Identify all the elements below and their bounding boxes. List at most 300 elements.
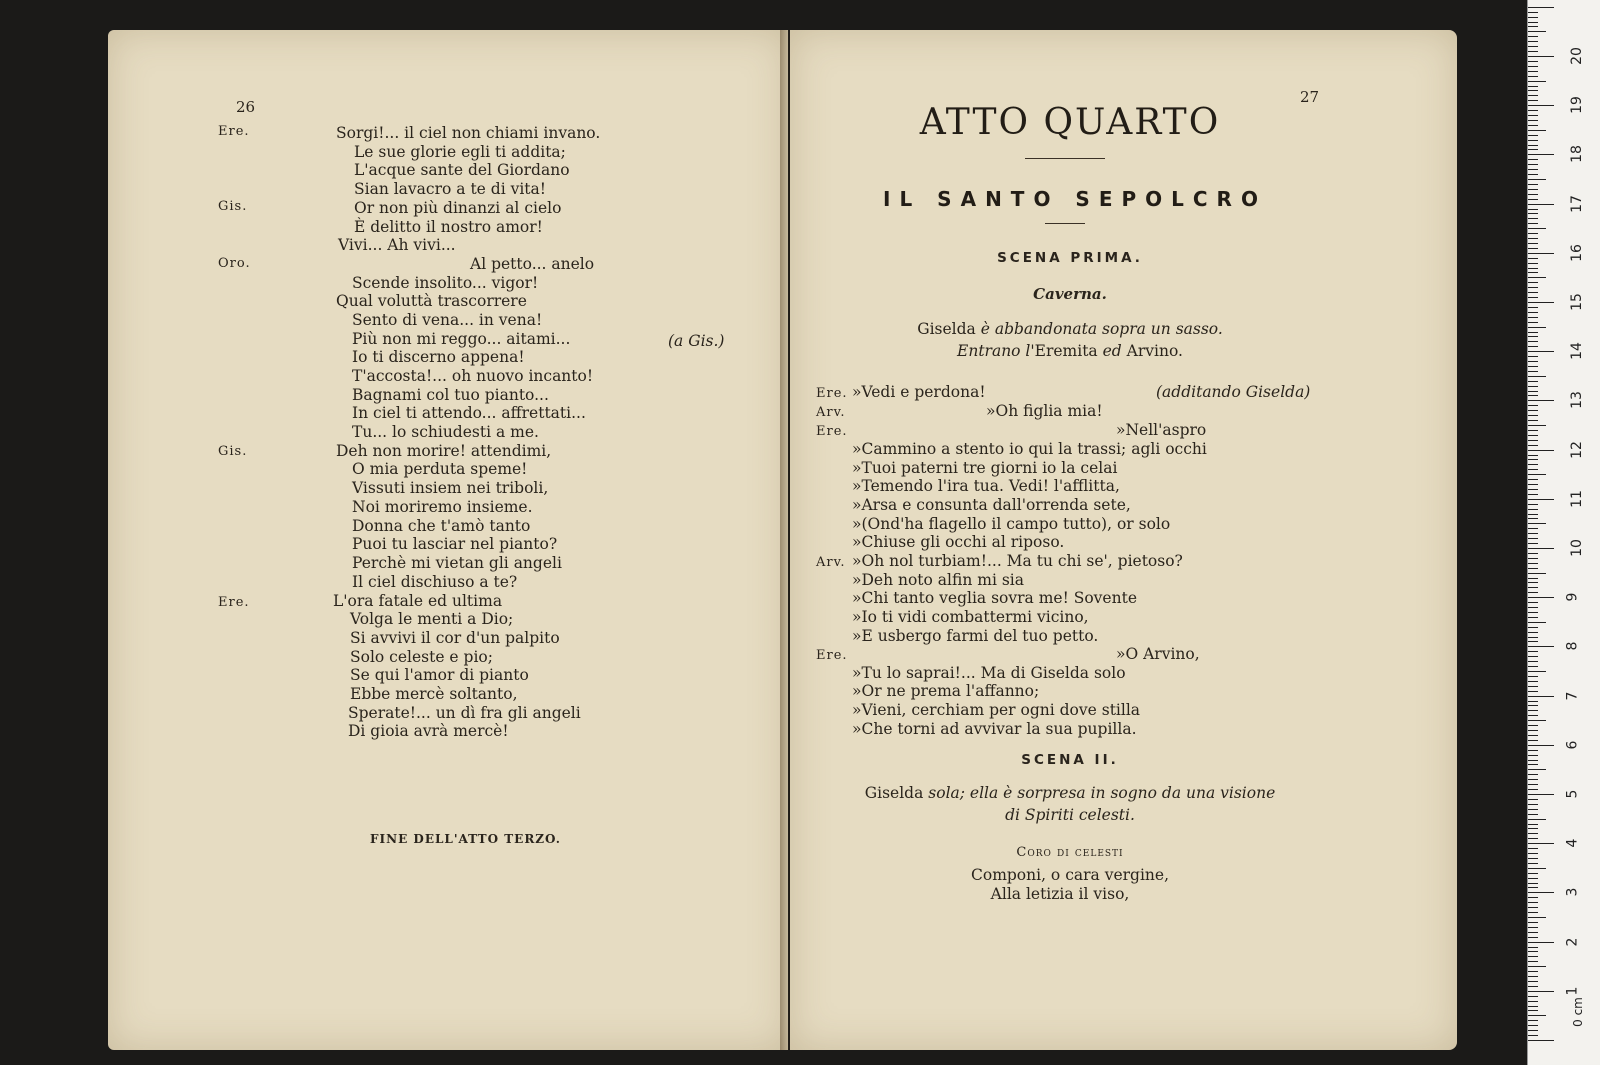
ruler-tick	[1528, 514, 1538, 515]
ruler-tick	[1528, 268, 1538, 269]
ruler-tick	[1528, 46, 1538, 47]
ruler-tick	[1528, 450, 1554, 451]
verse-line: Le sue glorie egli ti addita;	[354, 143, 566, 161]
dialogue-line: »Io ti vidi combattermi vicino,	[852, 608, 1089, 626]
ruler-tick	[1528, 956, 1538, 957]
verse-line: Volga le menti a Dio;	[350, 610, 514, 628]
ruler-tick	[1528, 824, 1538, 825]
ruler-tick	[1528, 415, 1538, 416]
ruler-tick	[1528, 784, 1538, 785]
verse-line: Vivi... Ah vivi...	[338, 236, 456, 254]
ruler-tick	[1528, 745, 1554, 746]
ruler-tick	[1528, 902, 1538, 903]
ruler-tick	[1528, 494, 1538, 495]
ruler-tick	[1528, 159, 1538, 160]
ruler-tick	[1528, 646, 1554, 647]
ruler-tick	[1528, 750, 1538, 751]
dialogue-line: »Deh noto alfin mi sia	[852, 571, 1024, 589]
speaker-label: Ere.	[816, 648, 848, 663]
ruler-tick	[1528, 863, 1538, 864]
ruler-tick	[1528, 253, 1554, 254]
ruler-number: 14	[1568, 342, 1585, 361]
measurement-ruler	[1527, 0, 1600, 1065]
ruler-number: 3	[1564, 887, 1581, 897]
stage-direction-scene2	[790, 784, 1350, 802]
ruler-tick	[1528, 966, 1546, 967]
ruler-tick	[1528, 779, 1538, 780]
chorus-line: Componi, o cara vergine,	[971, 866, 1169, 884]
ruler-tick	[1528, 538, 1538, 539]
ruler-tick	[1528, 361, 1538, 362]
ruler-tick	[1528, 612, 1538, 613]
ruler-tick	[1528, 838, 1538, 839]
ruler-number: 13	[1568, 391, 1585, 410]
verse-line: Donna che t'amò tanto	[352, 517, 531, 535]
ruler-tick	[1528, 760, 1538, 761]
ruler-tick	[1528, 209, 1538, 210]
ruler-tick	[1528, 961, 1538, 962]
ruler-tick	[1528, 951, 1538, 952]
ruler-tick	[1528, 947, 1538, 948]
ruler-tick	[1528, 735, 1538, 736]
ruler-tick	[1528, 130, 1546, 131]
ruler-tick	[1528, 31, 1546, 32]
ruler-tick	[1528, 351, 1554, 352]
ruler-number: 11	[1568, 489, 1585, 508]
ruler-tick	[1528, 140, 1538, 141]
ruler-tick	[1528, 976, 1538, 977]
ruler-tick	[1528, 405, 1538, 406]
ruler-tick	[1528, 499, 1554, 500]
ruler-tick	[1528, 332, 1538, 333]
ruler-tick	[1528, 149, 1538, 150]
ruler-tick	[1528, 272, 1538, 273]
stage-direction: (additando Giselda)	[1156, 383, 1311, 401]
ruler-tick	[1528, 587, 1538, 588]
ruler-tick	[1528, 66, 1538, 67]
ruler-tick	[1528, 873, 1538, 874]
left-page	[108, 30, 788, 1050]
verse-line: Di gioia avrà mercè!	[348, 722, 509, 740]
ruler-tick	[1528, 61, 1538, 62]
ruler-tick	[1528, 430, 1538, 431]
ruler-tick	[1528, 41, 1538, 42]
ruler-tick	[1528, 996, 1538, 997]
ruler-tick	[1528, 568, 1538, 569]
ruler-tick	[1528, 356, 1538, 357]
ruler-tick	[1528, 400, 1554, 401]
ruler-tick	[1528, 907, 1538, 908]
verse-line: Vissuti insiem nei triboli,	[352, 479, 549, 497]
ruler-tick	[1528, 125, 1538, 126]
ruler-tick	[1528, 809, 1538, 810]
ruler-tick	[1528, 258, 1538, 259]
ruler-number: 19	[1568, 96, 1585, 115]
scene-setting: Caverna.	[1033, 285, 1107, 303]
ruler-number: 17	[1568, 194, 1585, 213]
ruler-number: 2	[1564, 937, 1581, 947]
ruler-tick	[1528, 184, 1538, 185]
ruler-tick	[1528, 853, 1538, 854]
speaker-label: Gis.	[218, 444, 248, 459]
speaker-label: Gis.	[218, 199, 248, 214]
ruler-tick	[1528, 277, 1546, 278]
ruler-tick	[1528, 135, 1538, 136]
ruler-tick	[1528, 86, 1538, 87]
ruler-tick	[1528, 223, 1538, 224]
dialogue-line: »Temendo l'ira tua. Vedi! l'afflitta,	[852, 477, 1120, 495]
ruler-tick	[1528, 937, 1538, 938]
ruler-tick	[1528, 573, 1546, 574]
dialogue-line: »Vieni, cerchiam per ogni dove stilla	[852, 701, 1141, 719]
ruler-tick	[1528, 336, 1538, 337]
ruler-tick	[1528, 12, 1538, 13]
verse-line: L'ora fatale ed ultima	[333, 592, 503, 610]
ruler-tick	[1528, 484, 1538, 485]
character-name: Eremita	[1034, 342, 1098, 360]
ruler-tick	[1528, 376, 1546, 377]
ruler-tick	[1528, 769, 1546, 770]
direction-text: Entrano l'	[957, 342, 1035, 360]
ruler-tick	[1528, 154, 1554, 155]
ruler-tick	[1528, 725, 1538, 726]
ruler-tick	[1528, 105, 1554, 106]
verse-line: O mia perduta speme!	[352, 460, 528, 478]
ruler-tick	[1528, 26, 1538, 27]
speaker-label: Arv.	[816, 555, 846, 570]
ruler-tick	[1528, 518, 1538, 519]
ruler-tick	[1528, 701, 1538, 702]
dialogue-line: »Or ne prema l'affanno;	[852, 682, 1040, 700]
ruler-tick	[1528, 878, 1538, 879]
speaker-label: Ere.	[218, 595, 250, 610]
ruler-tick	[1528, 883, 1538, 884]
page-number-right: 27	[1300, 88, 1320, 106]
ruler-tick	[1528, 410, 1538, 411]
ruler-tick	[1528, 691, 1538, 692]
ruler-tick	[1528, 218, 1538, 219]
ruler-tick	[1528, 509, 1538, 510]
ruler-tick	[1528, 868, 1546, 869]
ruler-tick	[1528, 120, 1538, 121]
ruler-number: 15	[1568, 293, 1585, 311]
ruler-tick	[1528, 238, 1538, 239]
ruler-unit: 0 cm	[1570, 997, 1585, 1027]
speaker-label: Oro.	[218, 256, 251, 271]
ruler-tick	[1528, 248, 1538, 249]
ruler-tick	[1528, 327, 1546, 328]
dialogue-line: »Tu lo saprai!... Ma di Giselda solo	[852, 664, 1126, 682]
ruler-tick	[1528, 686, 1538, 687]
ruler-tick	[1528, 833, 1538, 834]
direction-text: è abbandonata sopra un sasso.	[980, 320, 1223, 338]
dialogue-line: »Cammino a stento io qui la trassi; agli occhi	[852, 440, 1207, 458]
ruler-tick	[1528, 533, 1538, 534]
ruler-tick	[1528, 395, 1538, 396]
ruler-tick	[1528, 504, 1538, 505]
verse-line: Al petto... anelo	[470, 255, 595, 273]
ruler-number: 5	[1564, 789, 1581, 799]
ruler-tick	[1528, 671, 1546, 672]
verse-line: L'acque sante del Giordano	[354, 161, 570, 179]
ruler-tick	[1528, 391, 1538, 392]
ruler-tick	[1528, 819, 1546, 820]
speaker-label: Ere.	[816, 424, 848, 439]
ruler-number: 16	[1568, 243, 1585, 262]
verse-line: Perchè mi vietan gli angeli	[352, 554, 562, 572]
verse-line: Sian lavacro a te di vita!	[354, 180, 546, 198]
ruler-tick	[1528, 386, 1538, 387]
act-title: ATTO QUARTO	[919, 102, 1221, 143]
right-page	[790, 30, 1457, 1050]
verse-line: Il ciel dischiuso a te?	[352, 573, 518, 591]
speaker-label: Ere.	[816, 386, 848, 401]
ruler-tick	[1528, 627, 1538, 628]
end-of-act-note: FINE DELL'ATTO TERZO.	[370, 832, 561, 846]
ruler-tick	[1528, 22, 1538, 23]
ruler-tick	[1528, 705, 1538, 706]
ruler-tick	[1528, 927, 1538, 928]
character-name: Giselda	[917, 320, 976, 338]
character-name: Arvino.	[1126, 342, 1183, 360]
ruler-tick	[1528, 804, 1538, 805]
ruler-tick	[1528, 1040, 1554, 1041]
ruler-tick	[1528, 617, 1538, 618]
ruler-tick	[1528, 528, 1538, 529]
ruler-tick	[1528, 710, 1538, 711]
ruler-tick	[1528, 922, 1538, 923]
ruler-tick	[1528, 233, 1538, 234]
ruler-tick	[1528, 755, 1538, 756]
ruler-tick	[1528, 371, 1538, 372]
ruler-tick	[1528, 1035, 1538, 1036]
ruler-tick	[1528, 194, 1538, 195]
ruler-tick	[1528, 1030, 1538, 1031]
ruler-tick	[1528, 794, 1554, 795]
ruler-tick	[1528, 1015, 1546, 1016]
ruler-tick	[1528, 292, 1538, 293]
direction-text: di Spiriti celesti.	[1005, 806, 1135, 824]
ruler-number: 6	[1564, 740, 1581, 750]
ruler-tick	[1528, 474, 1546, 475]
ruler-tick	[1528, 632, 1538, 633]
ruler-tick	[1528, 558, 1538, 559]
ruler-tick	[1528, 1025, 1538, 1026]
ruler-tick	[1528, 1006, 1538, 1007]
verse-line: È delitto il nostro amor!	[354, 218, 543, 236]
ruler-tick	[1528, 366, 1538, 367]
ruler-tick	[1528, 169, 1538, 170]
ruler-tick	[1528, 681, 1538, 682]
dialogue-line: »Arsa e consunta dall'orrenda sete,	[852, 496, 1131, 514]
ruler-number: 10	[1568, 539, 1585, 557]
ruler-tick	[1528, 464, 1538, 465]
ruler-tick	[1528, 991, 1554, 992]
ruler-tick	[1528, 7, 1554, 8]
ruler-tick	[1528, 228, 1546, 229]
direction-text: ed	[1102, 342, 1122, 360]
ruler-tick	[1528, 548, 1554, 549]
verse-line: Solo celeste e pio;	[350, 648, 493, 666]
ruler-number: 12	[1568, 440, 1585, 459]
verse-line: Io ti discerno appena!	[352, 348, 525, 366]
ruler-tick	[1528, 297, 1538, 298]
ruler-tick	[1528, 36, 1538, 37]
ruler-tick	[1528, 799, 1538, 800]
ruler-tick	[1528, 553, 1538, 554]
ruler-tick	[1528, 179, 1546, 180]
dialogue-line: »(Ond'ha flagello il campo tutto), or solo	[852, 515, 1171, 533]
chorus-label: Coro di celesti	[1016, 845, 1124, 860]
ruler-tick	[1528, 204, 1554, 205]
ruler-tick	[1528, 971, 1538, 972]
ruler-tick	[1528, 213, 1538, 214]
ruler-tick	[1528, 1001, 1538, 1002]
ruler-tick	[1528, 420, 1538, 421]
title-ornament	[1025, 158, 1105, 159]
ruler-number: 20	[1568, 47, 1585, 65]
ruler-number: 4	[1564, 838, 1581, 848]
ruler-tick	[1528, 115, 1538, 116]
dialogue-line: »Oh nol turbiam!... Ma tu chi se', pietoso?	[852, 552, 1183, 570]
ruler-tick	[1528, 543, 1538, 544]
page-number-left: 26	[236, 98, 256, 116]
ruler-tick	[1528, 1010, 1538, 1011]
ruler-tick	[1528, 312, 1538, 313]
dialogue-line: »Vedi e perdona!	[852, 383, 986, 401]
ruler-tick	[1528, 715, 1538, 716]
speaker-label: Arv.	[816, 405, 846, 420]
ruler-tick	[1528, 145, 1538, 146]
ruler-tick	[1528, 90, 1538, 91]
ruler-tick	[1528, 489, 1538, 490]
ruler-tick	[1528, 341, 1538, 342]
ruler-tick	[1528, 578, 1538, 579]
ruler-tick	[1528, 459, 1538, 460]
verse-line: Deh non morire! attendimi,	[336, 442, 552, 460]
ruler-tick	[1528, 287, 1538, 288]
verse-line: Puoi tu lasciar nel pianto?	[352, 535, 558, 553]
speaker-label: Ere.	[218, 124, 250, 139]
ruler-tick	[1528, 774, 1538, 775]
ruler-tick	[1528, 789, 1538, 790]
ruler-tick	[1528, 95, 1538, 96]
ruler-tick	[1528, 696, 1554, 697]
ruler-number: 8	[1564, 641, 1581, 651]
ruler-tick	[1528, 81, 1546, 82]
ruler-tick	[1528, 637, 1538, 638]
ruler-tick	[1528, 263, 1538, 264]
ruler-tick	[1528, 445, 1538, 446]
ruler-tick	[1528, 656, 1538, 657]
ruler-tick	[1528, 720, 1546, 721]
ruler-tick	[1528, 346, 1538, 347]
ruler-tick	[1528, 199, 1538, 200]
ruler-tick	[1528, 651, 1538, 652]
ruler-tick	[1528, 912, 1538, 913]
stage-direction-entry	[790, 342, 1350, 360]
chorus-line: Alla letizia il viso,	[990, 885, 1130, 903]
ruler-tick	[1528, 523, 1546, 524]
dialogue-line: »O Arvino,	[1116, 645, 1200, 663]
ruler-tick	[1528, 469, 1538, 470]
ruler-tick	[1528, 892, 1554, 893]
ruler-tick	[1528, 932, 1538, 933]
ruler-tick	[1528, 76, 1538, 77]
ruler-tick	[1528, 302, 1554, 303]
ruler-tick	[1528, 440, 1538, 441]
stage-direction-opening	[790, 320, 1350, 338]
ruler-tick	[1528, 740, 1538, 741]
ruler-tick	[1528, 317, 1538, 318]
dialogue-line: »Nell'aspro	[1116, 421, 1207, 439]
direction-text: sola; ella è sorpresa in sogno da una visione	[928, 784, 1276, 802]
dialogue-line: »E usbergo farmi del tuo petto.	[852, 627, 1099, 645]
scene-header: SCENA II.	[1021, 752, 1119, 768]
ruler-tick	[1528, 435, 1538, 436]
ruler-tick	[1528, 322, 1538, 323]
character-name: Giselda	[864, 784, 924, 802]
ruler-tick	[1528, 917, 1546, 918]
verse-line: Tu... lo schiudesti a me.	[352, 423, 539, 441]
ruler-tick	[1528, 563, 1538, 564]
title-rule	[1045, 223, 1085, 224]
ruler-tick	[1528, 582, 1538, 583]
ruler-tick	[1528, 828, 1538, 829]
ruler-tick	[1528, 607, 1538, 608]
verse-line: Scende insolito... vigor!	[352, 274, 539, 292]
ruler-tick	[1528, 17, 1538, 18]
ruler-tick	[1528, 858, 1538, 859]
dialogue-line: »Chi tanto veglia sovra me! Sovente	[852, 589, 1137, 607]
ruler-tick	[1528, 730, 1538, 731]
verse-line: Bagnami col tuo pianto...	[352, 386, 549, 404]
ruler-tick	[1528, 764, 1538, 765]
verse-line: Più non mi reggo... aitami...	[352, 330, 571, 348]
ruler-tick	[1528, 307, 1538, 308]
dialogue-line: »Che torni ad avvivar la sua pupilla.	[852, 720, 1137, 738]
verse-line: Qual voluttà trascorrere	[336, 292, 527, 310]
ruler-number: 1	[1564, 986, 1581, 996]
ruler-tick	[1528, 56, 1554, 57]
ruler-tick	[1528, 622, 1546, 623]
ruler-tick	[1528, 110, 1538, 111]
ruler-tick	[1528, 381, 1538, 382]
dialogue-line: »Oh figlia mia!	[986, 402, 1103, 420]
ruler-tick	[1528, 100, 1538, 101]
ruler-tick	[1528, 666, 1538, 667]
ruler-tick	[1528, 986, 1538, 987]
verse-line: Se qui l'amor di pianto	[350, 666, 529, 684]
ruler-tick	[1528, 814, 1538, 815]
ruler-tick	[1528, 661, 1538, 662]
ruler-tick	[1528, 848, 1538, 849]
scene-title: IL SANTO SEPOLCRO	[883, 187, 1267, 211]
ruler-tick	[1528, 602, 1538, 603]
ruler-tick	[1528, 71, 1538, 72]
ruler-tick	[1528, 282, 1538, 283]
ruler-tick	[1528, 164, 1538, 165]
ruler-tick	[1528, 243, 1538, 244]
ruler-tick	[1528, 51, 1538, 52]
verse-line: Ebbe mercè soltanto,	[350, 685, 518, 703]
ruler-tick	[1528, 479, 1538, 480]
ruler-tick	[1528, 897, 1538, 898]
ruler-number: 9	[1564, 592, 1581, 602]
ruler-tick	[1528, 189, 1538, 190]
ruler-tick	[1528, 455, 1538, 456]
ruler-tick	[1528, 981, 1538, 982]
